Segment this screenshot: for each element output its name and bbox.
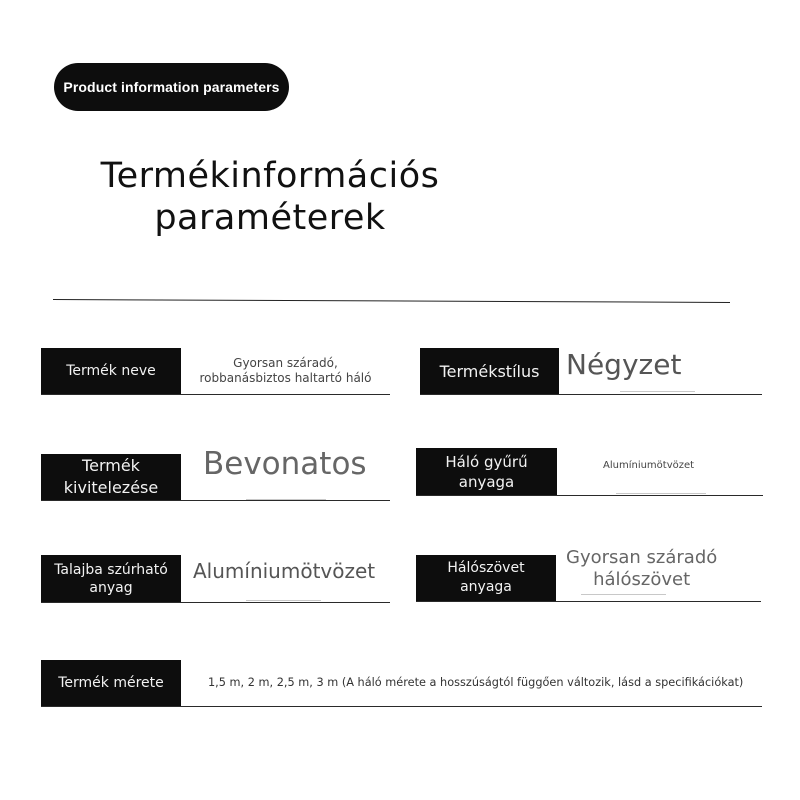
param-value-product-finish: Bevonatos: [203, 446, 367, 482]
section-badge: [54, 63, 289, 111]
param-row-product-finish: [41, 446, 390, 501]
param-label-spike-material: Talajba szúrható anyag: [41, 555, 181, 602]
param-value-underline: [620, 391, 695, 392]
param-value-product-style: Négyzet: [566, 348, 682, 381]
page-title-line2: paraméterek: [154, 198, 386, 238]
param-label-product-style: Termékstílus: [420, 348, 559, 394]
param-row-product-style: [420, 348, 762, 395]
param-row-product-size: [41, 660, 762, 707]
param-value-mesh-material: Gyorsan száradó hálószövet: [566, 547, 718, 590]
param-value-underline: [616, 493, 706, 494]
title-divider: [53, 299, 730, 303]
param-row-spike-material: [41, 555, 390, 603]
param-value-product-size: 1,5 m, 2 m, 2,5 m, 3 m (A háló mérete a hosszúságtól függően változik, lásd a specifikációkat): [208, 676, 744, 689]
param-row-ring-material: [416, 448, 763, 496]
param-value-product-name: Gyorsan száradó, robbanásbiztos haltartó háló: [199, 356, 372, 385]
param-row-product-name: [41, 348, 390, 395]
param-label-product-size: Termék mérete: [41, 660, 181, 706]
param-value-underline: [581, 594, 666, 595]
param-label-ring-material: Háló gyűrű anyaga: [416, 448, 557, 495]
param-row-mesh-material: [416, 547, 761, 602]
page-title-line1: Termékinformációs: [100, 156, 440, 196]
page-title: [50, 155, 490, 239]
param-label-product-finish: Termék kivitelezése: [41, 454, 181, 500]
param-value-spike-material: Alumíniumötvözet: [193, 559, 376, 583]
param-value-underline: [246, 499, 326, 500]
param-value-underline: [246, 600, 321, 601]
param-label-product-name: Termék neve: [41, 348, 181, 394]
section-badge-label: Product information parameters: [63, 79, 280, 95]
param-label-mesh-material: Hálószövet anyaga: [416, 555, 556, 601]
param-value-ring-material: Alumíniumötvözet: [603, 460, 695, 471]
